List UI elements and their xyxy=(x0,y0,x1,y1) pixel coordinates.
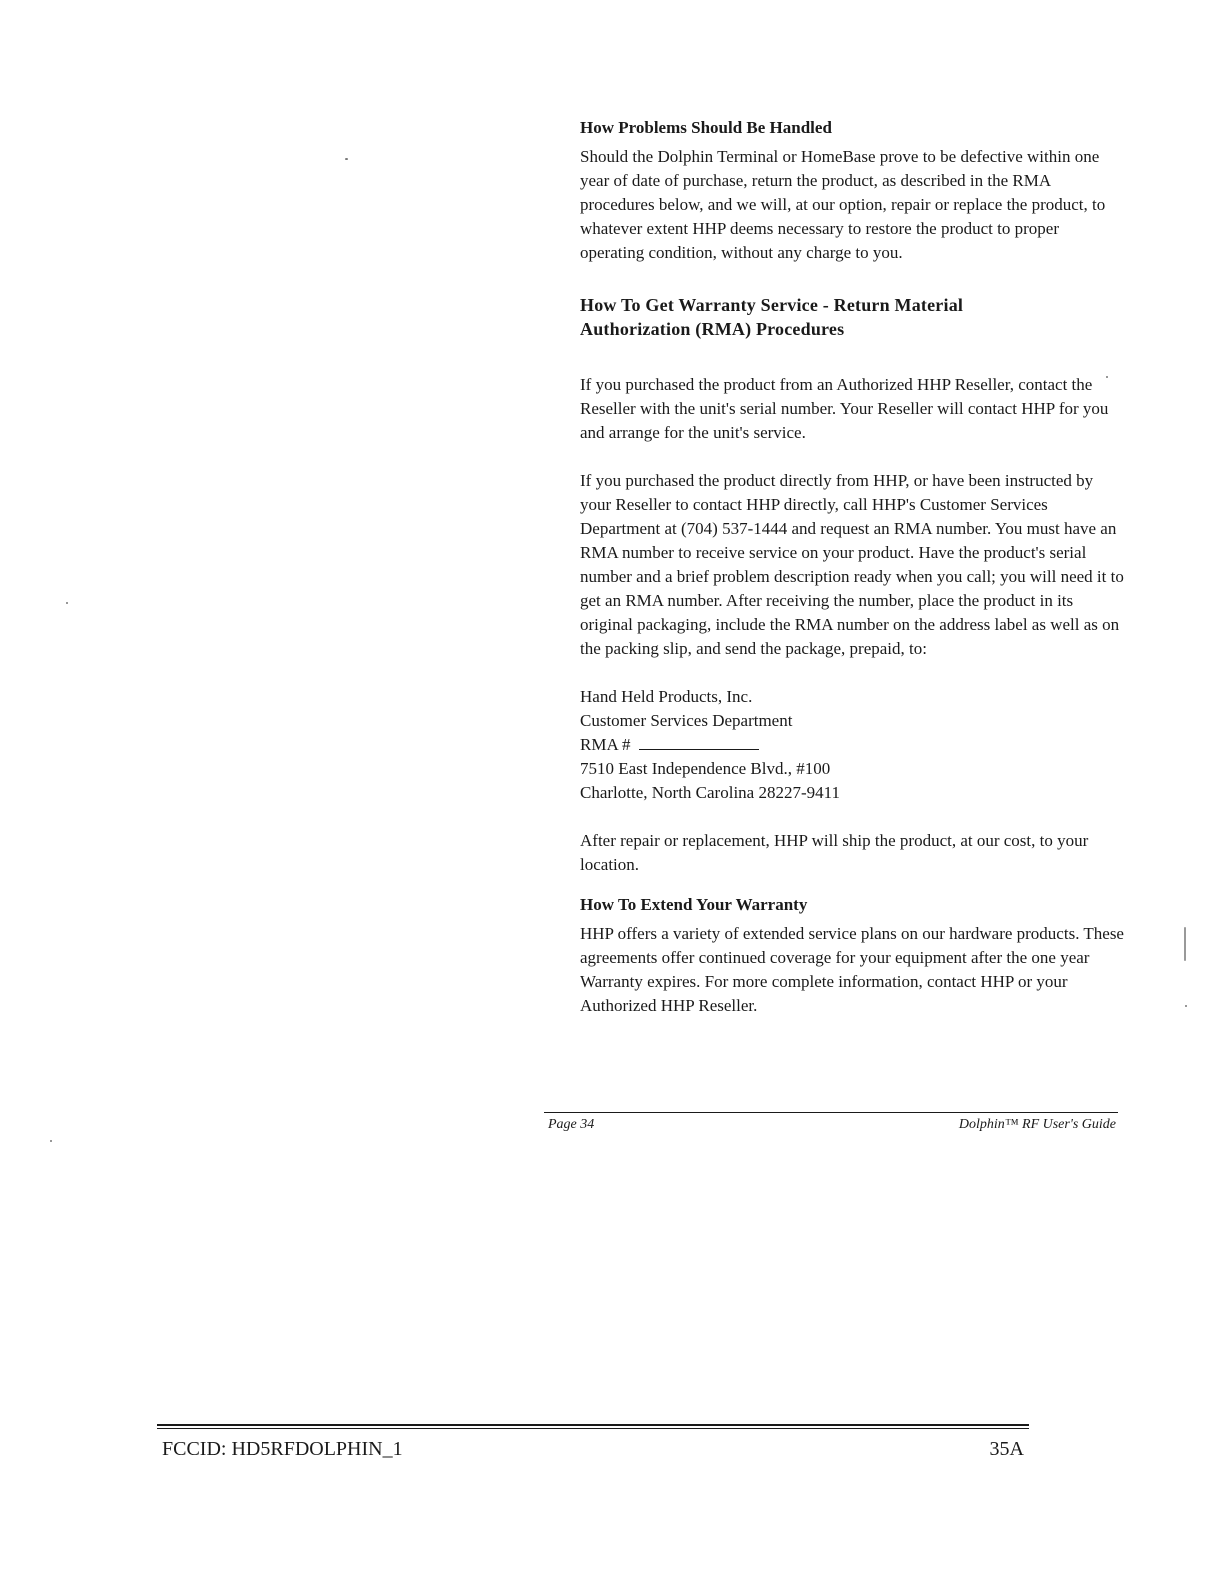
fcc-id: FCCID: HD5RFDOLPHIN_1 xyxy=(162,1438,403,1460)
rma-label: RMA # xyxy=(580,735,631,754)
section-heading-extend: How To Extend Your Warranty xyxy=(580,895,808,914)
warranty-para-direct: If you purchased the product directly from HHP, or have been instructed by your Reseller to contact HHP directly, call HHP's Customer Services Department at (704) 537-1444 and request an RMA number. You must have an RMA number to receive service on your product. Have the product's serial number and a brief problem description ready when you call; you will need it to get an RMA number. After receiving the number, place the product in its original packaging, include the RMA number on the address label as well as on the packing slip, and send the package, prepaid, to: xyxy=(580,471,1124,658)
main-column xyxy=(580,116,1125,1018)
address-line-city: Charlotte, North Carolina 28227-9411 xyxy=(580,783,840,802)
address-line-rma xyxy=(580,733,1125,757)
section-heading-problems: How Problems Should Be Handled xyxy=(580,118,832,137)
address-line-department: Customer Services Department xyxy=(580,711,793,730)
extend-body: HHP offers a variety of extended service plans on our hardware products. These agreements offer continued coverage for your equipment after the one year Warranty expires. For more complete information, contact HHP or your Authorized HHP Reseller. xyxy=(580,924,1124,1015)
return-address xyxy=(580,685,1125,805)
fcc-page-label: 35A xyxy=(989,1438,1024,1460)
problems-body: Should the Dolphin Terminal or HomeBase prove to be defective within one year of date of purchase, return the product, as described in the RMA procedures below, and we will, at our option, repair or replace the product, to whatever extent HHP deems necessary to restore the product to proper operating condition, without any charge to you. xyxy=(580,147,1106,262)
scan-speck xyxy=(1184,927,1186,961)
rma-blank-line xyxy=(639,735,759,750)
warranty-heading-line1: How To Get Warranty Service - Return Material xyxy=(580,295,964,315)
fcc-footer xyxy=(162,1438,1024,1461)
section-heading-warranty-service xyxy=(580,293,1125,341)
page-number: Page 34 xyxy=(548,1117,595,1132)
warranty-para-reseller: If you purchased the product from an Authorized HHP Reseller, contact the Reseller with the unit's serial number. Your Reseller will contact HHP for you and arrange for the unit's service. xyxy=(580,375,1109,442)
warranty-para-after-repair: After repair or replacement, HHP will ship the product, at our cost, to your location. xyxy=(580,831,1089,874)
scan-speck xyxy=(1185,1005,1187,1007)
scan-speck xyxy=(50,1140,52,1142)
address-line-street: 7510 East Independence Blvd., #100 xyxy=(580,759,831,778)
scan-speck xyxy=(1106,376,1108,378)
page-footer xyxy=(544,1112,1118,1133)
guide-title: Dolphin™ RF User's Guide xyxy=(958,1117,1116,1132)
warranty-heading-line2: Authorization (RMA) Procedures xyxy=(580,319,845,339)
fcc-divider xyxy=(157,1424,1029,1429)
scan-speck xyxy=(345,158,348,160)
address-line-company: Hand Held Products, Inc. xyxy=(580,687,753,706)
scan-speck xyxy=(66,602,68,604)
